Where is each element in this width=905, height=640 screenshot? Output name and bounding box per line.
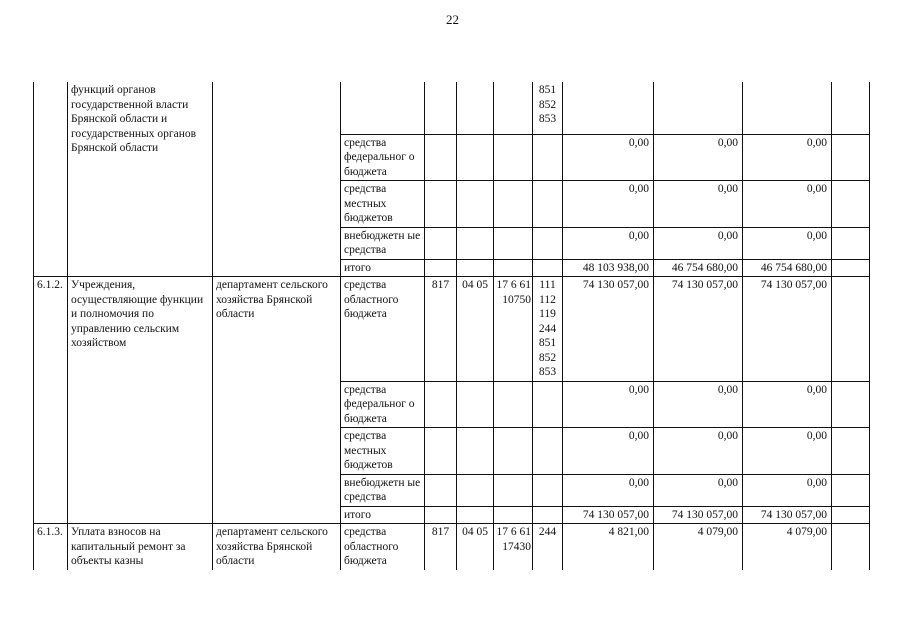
- cell-executor: [213, 82, 341, 277]
- cell-vr-codes: [533, 134, 563, 181]
- cell-value-year1: 74 130 057,00: [563, 277, 654, 382]
- cell-value-year1: 0,00: [563, 134, 654, 181]
- vr-code: 851: [538, 84, 557, 96]
- cell-grbs: [425, 134, 457, 181]
- cell-value-year1: [563, 82, 654, 134]
- cell-value-year3: 0,00: [743, 181, 832, 228]
- cell-rzpr: [457, 82, 494, 134]
- cell-value-year3: 0,00: [743, 474, 832, 506]
- cell-extra: [832, 259, 870, 277]
- cell-value-year1: 0,00: [563, 181, 654, 228]
- cell-value-year3: [743, 82, 832, 134]
- cell-source: средства местных бюджетов: [341, 428, 425, 475]
- cell-value-year1: 4 821,00: [563, 524, 654, 570]
- vr-code: 111: [539, 279, 556, 291]
- cell-number: [34, 82, 68, 277]
- vr-code: 112: [539, 293, 556, 306]
- cell-value-year3: 0,00: [743, 381, 832, 428]
- cell-source: внебюджетн ые средства: [341, 227, 425, 259]
- cell-vr-codes: [533, 227, 563, 259]
- cell-extra: [832, 524, 870, 570]
- cell-value-year3: 0,00: [743, 134, 832, 181]
- cell-grbs: [425, 506, 457, 524]
- cell-grbs: [425, 474, 457, 506]
- cell-grbs: [425, 259, 457, 277]
- cell-number: 6.1.2.: [34, 277, 68, 524]
- vr-code: 851: [538, 337, 557, 349]
- cell-source: итого: [341, 506, 425, 524]
- cell-grbs: 817: [425, 277, 457, 382]
- cell-source: средства областного бюджета: [341, 524, 425, 570]
- cell-extra: [832, 181, 870, 228]
- cell-executor: департамент сельского хозяйства Брянской области: [213, 524, 341, 570]
- cell-csr: [494, 259, 533, 277]
- cell-event-name: функций органов государственной власти Брянской области и государственных органов Брянской области: [68, 82, 213, 277]
- cell-grbs: [425, 82, 457, 134]
- cell-grbs: [425, 181, 457, 228]
- vr-code: 853: [538, 113, 557, 125]
- cell-rzpr: [457, 506, 494, 524]
- cell-csr: [494, 134, 533, 181]
- cell-value-year3: 74 130 057,00: [743, 277, 832, 382]
- cell-source: средства местных бюджетов: [341, 181, 425, 228]
- cell-value-year1: 0,00: [563, 474, 654, 506]
- cell-csr: [494, 82, 533, 134]
- cell-rzpr: 04 05: [457, 277, 494, 382]
- cell-event-name: Уплата взносов на капитальный ремонт за объекты казны: [68, 524, 213, 570]
- cell-value-year2: 4 079,00: [654, 524, 743, 570]
- vr-code: 853: [538, 366, 557, 378]
- cell-vr-codes: [533, 381, 563, 428]
- vr-code: 244: [538, 322, 557, 335]
- cell-grbs: 817: [425, 524, 457, 570]
- cell-vr-codes: [533, 181, 563, 228]
- cell-value-year1: 74 130 057,00: [563, 506, 654, 524]
- cell-csr: [494, 181, 533, 228]
- cell-value-year2: 0,00: [654, 381, 743, 428]
- cell-value-year1: 0,00: [563, 227, 654, 259]
- table-row: [34, 524, 870, 570]
- cell-value-year2: 0,00: [654, 227, 743, 259]
- cell-grbs: [425, 381, 457, 428]
- cell-extra: [832, 82, 870, 134]
- cell-value-year2: 46 754 680,00: [654, 259, 743, 277]
- cell-executor: департамент сельского хозяйства Брянской области: [213, 277, 341, 524]
- cell-extra: [832, 381, 870, 428]
- table-row: [34, 82, 870, 134]
- cell-value-year1: 0,00: [563, 381, 654, 428]
- cell-csr: [494, 381, 533, 428]
- cell-rzpr: [457, 181, 494, 228]
- cell-vr-codes: [533, 277, 563, 382]
- cell-value-year2: 74 130 057,00: [654, 277, 743, 382]
- cell-csr: [494, 428, 533, 475]
- cell-vr-codes: [533, 474, 563, 506]
- cell-value-year3: 0,00: [743, 227, 832, 259]
- vr-code: 852: [538, 351, 557, 364]
- cell-csr: [494, 227, 533, 259]
- cell-vr-codes: [533, 259, 563, 277]
- cell-value-year2: [654, 82, 743, 134]
- cell-vr-codes: 244: [533, 524, 563, 570]
- cell-extra: [832, 474, 870, 506]
- cell-csr: [494, 506, 533, 524]
- cell-vr-codes: [533, 506, 563, 524]
- cell-rzpr: [457, 381, 494, 428]
- cell-vr-codes: [533, 428, 563, 475]
- cell-value-year2: 74 130 057,00: [654, 506, 743, 524]
- cell-source: внебюджетн ые средства: [341, 474, 425, 506]
- cell-grbs: [425, 428, 457, 475]
- cell-event-name: Учреждения, осуществляющие функции и полномочия по управлению сельским хозяйством: [68, 277, 213, 524]
- cell-rzpr: [457, 259, 494, 277]
- cell-extra: [832, 506, 870, 524]
- cell-extra: [832, 134, 870, 181]
- table-row: [34, 277, 870, 382]
- cell-extra: [832, 227, 870, 259]
- cell-source: средства федеральног о бюджета: [341, 381, 425, 428]
- cell-value-year1: 0,00: [563, 428, 654, 475]
- cell-csr: [494, 474, 533, 506]
- cell-source: [341, 82, 425, 134]
- cell-rzpr: [457, 134, 494, 181]
- cell-source: средства областного бюджета: [341, 277, 425, 382]
- cell-source: средства федеральног о бюджета: [341, 134, 425, 181]
- cell-grbs: [425, 227, 457, 259]
- cell-value-year3: 74 130 057,00: [743, 506, 832, 524]
- cell-extra: [832, 428, 870, 475]
- cell-value-year2: 0,00: [654, 474, 743, 506]
- cell-value-year2: 0,00: [654, 134, 743, 181]
- cell-value-year2: 0,00: [654, 181, 743, 228]
- cell-rzpr: [457, 474, 494, 506]
- cell-csr: 17 6 61 10750: [494, 277, 533, 382]
- cell-value-year2: 0,00: [654, 428, 743, 475]
- vr-code: 852: [538, 98, 557, 111]
- cell-value-year3: 46 754 680,00: [743, 259, 832, 277]
- cell-rzpr: [457, 227, 494, 259]
- cell-number: 6.1.3.: [34, 524, 68, 570]
- cell-csr: 17 6 61 17430: [494, 524, 533, 570]
- cell-value-year1: 48 103 938,00: [563, 259, 654, 277]
- cell-source: итого: [341, 259, 425, 277]
- budget-table: [33, 82, 870, 570]
- page-number: 22: [446, 12, 459, 27]
- cell-rzpr: [457, 428, 494, 475]
- cell-value-year3: 0,00: [743, 428, 832, 475]
- cell-rzpr: 04 05: [457, 524, 494, 570]
- budget-table-container: [33, 82, 870, 570]
- cell-extra: [832, 277, 870, 382]
- cell-value-year3: 4 079,00: [743, 524, 832, 570]
- vr-code: 119: [539, 308, 556, 320]
- cell-vr-codes: [533, 82, 563, 134]
